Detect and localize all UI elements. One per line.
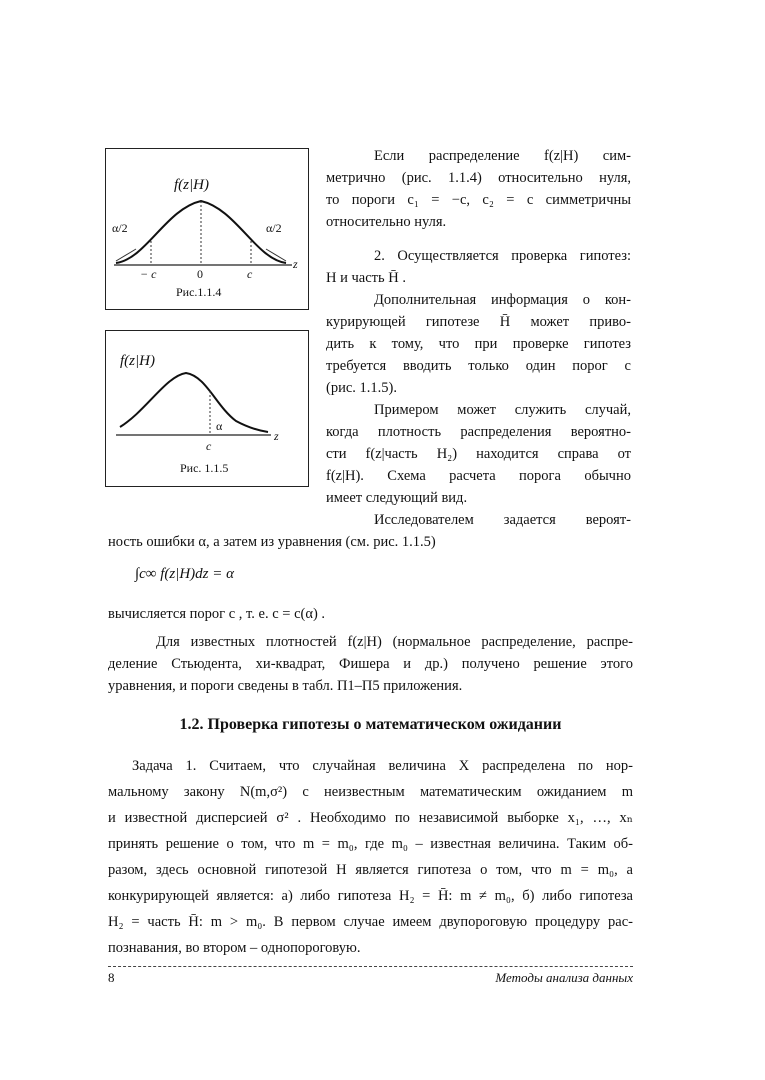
text-line: Для известных плотностей f(z|H) (нормальное распределение, распре-: [156, 634, 633, 650]
text-line: деление Стьюдента, хи-квадрат, Фишера и др.) получено решение этого: [108, 656, 633, 672]
figure-1-1-4: [105, 148, 309, 310]
text-line: сти f(z|часть H₂) находится справа от: [326, 446, 631, 462]
figure-1-1-5: [105, 330, 309, 487]
integral-formula: ∫c∞ f(z|H)dz = α: [135, 566, 234, 582]
tick-c: c: [247, 267, 253, 281]
alpha-half-right-label: α/2: [266, 221, 282, 235]
tick-zero: 0: [197, 267, 203, 281]
text-line: f(z|H). Схема расчета порога обычно: [326, 468, 631, 484]
text-line: вычисляется порог c , т. е. c = c(α) .: [108, 606, 326, 622]
text-line: метрично (рис. 1.1.4) относительно нуля,: [326, 170, 631, 186]
text-line: когда плотность распределения вероятно-: [326, 424, 631, 440]
text-line: (рис. 1.1.5).: [326, 380, 397, 396]
text-line: относительно нуля.: [326, 214, 447, 230]
text-line: уравнения, и пороги сведены в табл. П1–П5 приложения.: [108, 678, 463, 694]
text-line: курирующей гипотезе H̄ может приво-: [326, 314, 631, 330]
footer-rule: [108, 966, 633, 967]
text-line: ность ошибки α, а затем из уравнения (см. рис. 1.1.5): [108, 534, 436, 550]
section-heading: 1.2. Проверка гипотезы о математическом ожидании: [179, 716, 562, 733]
axis-z-label: z: [274, 429, 279, 443]
text-line: разом, здесь основной гипотезой H является гипотеза о том, что m = m₀, а: [108, 862, 633, 878]
text-line: мальному закону N(m,σ²) с неизвестным математическим ожиданием m: [108, 784, 633, 800]
tick-c: c: [206, 439, 212, 453]
text-line: имеет следующий вид.: [326, 490, 468, 506]
text-line: принять решение о том, что m = m₀, где m₀ – известная величина. Таким об-: [108, 836, 633, 852]
text-line: требуется вводить только один порог c: [326, 358, 631, 374]
text-line: и известной дисперсией σ² . Необходимо по независимой выборке x₁, …, xₙ: [108, 810, 633, 826]
text-line: дить к тому, что при проверке гипотез: [326, 336, 631, 352]
running-head: Методы анализа данных: [495, 970, 633, 985]
text-line: то пороги c₁ = −c, c₂ = c симметричны: [326, 192, 631, 208]
text-line: Примером может служить случай,: [374, 402, 631, 418]
text-line: H₂ = часть H̄: m > m₀. В первом случае имеем двупороговую процедуру рас-: [108, 914, 633, 930]
text-line: Если распределение f(z|H) сим-: [374, 148, 631, 164]
page-number: 8: [108, 970, 115, 985]
figure-function-label: f(z|H): [120, 353, 155, 369]
alpha-half-left-label: α/2: [112, 221, 128, 235]
figure-caption: Рис.1.1.4: [176, 285, 222, 299]
axis-z-label: z: [293, 257, 298, 271]
alpha-label: α: [216, 419, 223, 433]
text-line: H и часть H̄ .: [326, 270, 406, 286]
figure-caption: Рис. 1.1.5: [180, 461, 229, 475]
tick-neg-c: − c: [140, 267, 157, 281]
text-line: конкурирующей является: а) либо гипотеза H₂ = H̄: m ≠ m₀, б) либо гипотеза: [108, 888, 633, 904]
text-line: Дополнительная информация о кон-: [374, 292, 631, 308]
text-line: Задача 1. Считаем, что случайная величина X распределена по нор-: [132, 758, 633, 774]
text-line: 2. Осуществляется проверка гипотез:: [374, 248, 631, 264]
figure-function-label: f(z|H): [174, 177, 209, 193]
text-line: познавания, во втором – однопороговую.: [108, 940, 361, 956]
text-line: Исследователем задается вероят-: [374, 512, 631, 528]
